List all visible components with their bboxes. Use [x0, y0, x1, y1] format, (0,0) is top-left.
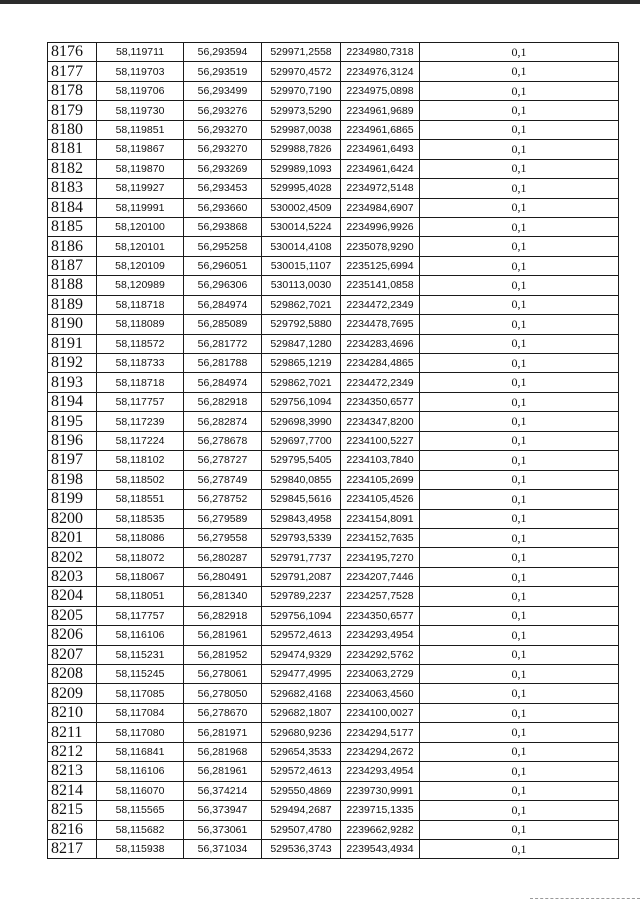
- longitude-cell: 56,293868: [184, 217, 262, 236]
- x-coordinate-cell: 529973,5290: [262, 101, 341, 120]
- latitude-cell: 58,118733: [97, 354, 184, 373]
- latitude-cell: 58,120100: [97, 217, 184, 236]
- table-row: [48, 392, 619, 411]
- table-row: [48, 723, 619, 742]
- point-number-cell: 8198: [48, 470, 97, 489]
- latitude-cell: 58,119991: [97, 198, 184, 217]
- longitude-cell: 56,281971: [184, 723, 262, 742]
- x-coordinate-cell: 529970,4572: [262, 62, 341, 81]
- latitude-cell: 58,120989: [97, 276, 184, 295]
- coordinates-table-body: [48, 43, 619, 859]
- y-coordinate-cell: 2235125,6994: [341, 256, 420, 275]
- latitude-cell: 58,118572: [97, 334, 184, 353]
- y-coordinate-cell: 2234154,8091: [341, 509, 420, 528]
- table-row: [48, 256, 619, 275]
- x-coordinate-cell: 529971,2558: [262, 43, 341, 62]
- y-coordinate-cell: 2234105,2699: [341, 470, 420, 489]
- accuracy-cell: 0,1: [420, 801, 619, 820]
- y-coordinate-cell: 2234063,4560: [341, 684, 420, 703]
- x-coordinate-cell: 529988,7826: [262, 140, 341, 159]
- x-coordinate-cell: 530015,1107: [262, 256, 341, 275]
- table-row: [48, 606, 619, 625]
- x-coordinate-cell: 529845,5616: [262, 490, 341, 509]
- table-row: [48, 801, 619, 820]
- table-row: [48, 762, 619, 781]
- point-number-cell: 8196: [48, 431, 97, 450]
- table-row: [48, 703, 619, 722]
- y-coordinate-cell: 2239662,9282: [341, 820, 420, 839]
- latitude-cell: 58,115682: [97, 820, 184, 839]
- accuracy-cell: 0,1: [420, 81, 619, 100]
- longitude-cell: 56,278061: [184, 665, 262, 684]
- latitude-cell: 58,118089: [97, 315, 184, 334]
- longitude-cell: 56,281340: [184, 587, 262, 606]
- latitude-cell: 58,115245: [97, 665, 184, 684]
- y-coordinate-cell: 2234283,4696: [341, 334, 420, 353]
- y-coordinate-cell: 2234207,7446: [341, 567, 420, 586]
- table-row: [48, 120, 619, 139]
- latitude-cell: 58,118051: [97, 587, 184, 606]
- table-row: [48, 528, 619, 547]
- longitude-cell: 56,282918: [184, 606, 262, 625]
- longitude-cell: 56,293499: [184, 81, 262, 100]
- table-row: [48, 470, 619, 489]
- latitude-cell: 58,117239: [97, 412, 184, 431]
- point-number-cell: 8206: [48, 626, 97, 645]
- x-coordinate-cell: 529840,0855: [262, 470, 341, 489]
- latitude-cell: 58,119870: [97, 159, 184, 178]
- longitude-cell: 56,281772: [184, 334, 262, 353]
- accuracy-cell: 0,1: [420, 392, 619, 411]
- x-coordinate-cell: 529474,9329: [262, 645, 341, 664]
- y-coordinate-cell: 2234961,6493: [341, 140, 420, 159]
- point-number-cell: 8178: [48, 81, 97, 100]
- y-coordinate-cell: 2234063,2729: [341, 665, 420, 684]
- point-number-cell: 8183: [48, 179, 97, 198]
- point-number-cell: 8197: [48, 451, 97, 470]
- latitude-cell: 58,118551: [97, 490, 184, 509]
- longitude-cell: 56,295258: [184, 237, 262, 256]
- point-number-cell: 8207: [48, 645, 97, 664]
- point-number-cell: 8185: [48, 217, 97, 236]
- accuracy-cell: 0,1: [420, 567, 619, 586]
- accuracy-cell: 0,1: [420, 839, 619, 858]
- y-coordinate-cell: 2234350,6577: [341, 606, 420, 625]
- page-top-edge: [0, 0, 640, 4]
- point-number-cell: 8200: [48, 509, 97, 528]
- y-coordinate-cell: 2235078,9290: [341, 237, 420, 256]
- accuracy-cell: 0,1: [420, 140, 619, 159]
- latitude-cell: 58,115231: [97, 645, 184, 664]
- accuracy-cell: 0,1: [420, 723, 619, 742]
- accuracy-cell: 0,1: [420, 509, 619, 528]
- table-row: [48, 373, 619, 392]
- point-number-cell: 8205: [48, 606, 97, 625]
- latitude-cell: 58,118072: [97, 548, 184, 567]
- y-coordinate-cell: 2234980,7318: [341, 43, 420, 62]
- latitude-cell: 58,119711: [97, 43, 184, 62]
- y-coordinate-cell: 2234975,0898: [341, 81, 420, 100]
- point-number-cell: 8179: [48, 101, 97, 120]
- accuracy-cell: 0,1: [420, 120, 619, 139]
- y-coordinate-cell: 2239715,1335: [341, 801, 420, 820]
- y-coordinate-cell: 2234257,7528: [341, 587, 420, 606]
- longitude-cell: 56,281961: [184, 762, 262, 781]
- table-row: [48, 62, 619, 81]
- accuracy-cell: 0,1: [420, 762, 619, 781]
- table-row: [48, 237, 619, 256]
- point-number-cell: 8215: [48, 801, 97, 820]
- y-coordinate-cell: 2234294,2672: [341, 742, 420, 761]
- x-coordinate-cell: 529843,4958: [262, 509, 341, 528]
- accuracy-cell: 0,1: [420, 587, 619, 606]
- accuracy-cell: 0,1: [420, 237, 619, 256]
- point-number-cell: 8187: [48, 256, 97, 275]
- point-number-cell: 8212: [48, 742, 97, 761]
- longitude-cell: 56,279558: [184, 528, 262, 547]
- table-row: [48, 295, 619, 314]
- longitude-cell: 56,282918: [184, 392, 262, 411]
- accuracy-cell: 0,1: [420, 606, 619, 625]
- y-coordinate-cell: 2234472,2349: [341, 295, 420, 314]
- x-coordinate-cell: 529572,4613: [262, 626, 341, 645]
- accuracy-cell: 0,1: [420, 820, 619, 839]
- latitude-cell: 58,116841: [97, 742, 184, 761]
- table-row: [48, 412, 619, 431]
- x-coordinate-cell: 529654,3533: [262, 742, 341, 761]
- accuracy-cell: 0,1: [420, 101, 619, 120]
- latitude-cell: 58,118718: [97, 295, 184, 314]
- point-number-cell: 8177: [48, 62, 97, 81]
- latitude-cell: 58,116106: [97, 762, 184, 781]
- x-coordinate-cell: 529995,4028: [262, 179, 341, 198]
- y-coordinate-cell: 2234976,3124: [341, 62, 420, 81]
- point-number-cell: 8190: [48, 315, 97, 334]
- x-coordinate-cell: 529793,5339: [262, 528, 341, 547]
- point-number-cell: 8191: [48, 334, 97, 353]
- accuracy-cell: 0,1: [420, 665, 619, 684]
- accuracy-cell: 0,1: [420, 295, 619, 314]
- x-coordinate-cell: 529682,4168: [262, 684, 341, 703]
- accuracy-cell: 0,1: [420, 334, 619, 353]
- x-coordinate-cell: 529791,2087: [262, 567, 341, 586]
- table-row: [48, 431, 619, 450]
- y-coordinate-cell: 2234347,8200: [341, 412, 420, 431]
- point-number-cell: 8176: [48, 43, 97, 62]
- point-number-cell: 8203: [48, 567, 97, 586]
- longitude-cell: 56,374214: [184, 781, 262, 800]
- longitude-cell: 56,278670: [184, 703, 262, 722]
- latitude-cell: 58,119730: [97, 101, 184, 120]
- y-coordinate-cell: 2239543,4934: [341, 839, 420, 858]
- accuracy-cell: 0,1: [420, 373, 619, 392]
- longitude-cell: 56,281968: [184, 742, 262, 761]
- accuracy-cell: 0,1: [420, 528, 619, 547]
- longitude-cell: 56,282874: [184, 412, 262, 431]
- accuracy-cell: 0,1: [420, 490, 619, 509]
- table-row: [48, 315, 619, 334]
- point-number-cell: 8216: [48, 820, 97, 839]
- x-coordinate-cell: 529792,5880: [262, 315, 341, 334]
- latitude-cell: 58,119867: [97, 140, 184, 159]
- longitude-cell: 56,284974: [184, 373, 262, 392]
- x-coordinate-cell: 529536,3743: [262, 839, 341, 858]
- point-number-cell: 8180: [48, 120, 97, 139]
- longitude-cell: 56,296306: [184, 276, 262, 295]
- accuracy-cell: 0,1: [420, 626, 619, 645]
- accuracy-cell: 0,1: [420, 742, 619, 761]
- x-coordinate-cell: 530113,0030: [262, 276, 341, 295]
- longitude-cell: 56,293519: [184, 62, 262, 81]
- table-row: [48, 839, 619, 858]
- x-coordinate-cell: 529865,1219: [262, 354, 341, 373]
- y-coordinate-cell: 2234961,6865: [341, 120, 420, 139]
- latitude-cell: 58,116106: [97, 626, 184, 645]
- point-number-cell: 8211: [48, 723, 97, 742]
- latitude-cell: 58,117757: [97, 606, 184, 625]
- point-number-cell: 8199: [48, 490, 97, 509]
- table-row: [48, 451, 619, 470]
- longitude-cell: 56,293270: [184, 120, 262, 139]
- point-number-cell: 8184: [48, 198, 97, 217]
- accuracy-cell: 0,1: [420, 645, 619, 664]
- table-row: [48, 587, 619, 606]
- accuracy-cell: 0,1: [420, 217, 619, 236]
- point-number-cell: 8192: [48, 354, 97, 373]
- accuracy-cell: 0,1: [420, 43, 619, 62]
- x-coordinate-cell: 529987,0038: [262, 120, 341, 139]
- y-coordinate-cell: 2234100,5227: [341, 431, 420, 450]
- x-coordinate-cell: 530014,4108: [262, 237, 341, 256]
- longitude-cell: 56,293594: [184, 43, 262, 62]
- longitude-cell: 56,280491: [184, 567, 262, 586]
- latitude-cell: 58,115938: [97, 839, 184, 858]
- longitude-cell: 56,278749: [184, 470, 262, 489]
- accuracy-cell: 0,1: [420, 315, 619, 334]
- table-row: [48, 626, 619, 645]
- point-number-cell: 8182: [48, 159, 97, 178]
- accuracy-cell: 0,1: [420, 431, 619, 450]
- x-coordinate-cell: 529680,9236: [262, 723, 341, 742]
- longitude-cell: 56,296051: [184, 256, 262, 275]
- latitude-cell: 58,118535: [97, 509, 184, 528]
- table-row: [48, 645, 619, 664]
- y-coordinate-cell: 2234152,7635: [341, 528, 420, 547]
- point-number-cell: 8214: [48, 781, 97, 800]
- table-row: [48, 140, 619, 159]
- point-number-cell: 8213: [48, 762, 97, 781]
- latitude-cell: 58,118502: [97, 470, 184, 489]
- point-number-cell: 8193: [48, 373, 97, 392]
- longitude-cell: 56,278050: [184, 684, 262, 703]
- table-row: [48, 101, 619, 120]
- accuracy-cell: 0,1: [420, 684, 619, 703]
- y-coordinate-cell: 2234284,4865: [341, 354, 420, 373]
- x-coordinate-cell: 529550,4869: [262, 781, 341, 800]
- y-coordinate-cell: 2235141,0858: [341, 276, 420, 295]
- accuracy-cell: 0,1: [420, 703, 619, 722]
- point-number-cell: 8210: [48, 703, 97, 722]
- latitude-cell: 58,120109: [97, 256, 184, 275]
- accuracy-cell: 0,1: [420, 256, 619, 275]
- y-coordinate-cell: 2234103,7840: [341, 451, 420, 470]
- latitude-cell: 58,119706: [97, 81, 184, 100]
- y-coordinate-cell: 2234984,6907: [341, 198, 420, 217]
- y-coordinate-cell: 2234195,7270: [341, 548, 420, 567]
- longitude-cell: 56,281961: [184, 626, 262, 645]
- table-row: [48, 217, 619, 236]
- longitude-cell: 56,293276: [184, 101, 262, 120]
- table-row: [48, 490, 619, 509]
- x-coordinate-cell: 529862,7021: [262, 373, 341, 392]
- point-number-cell: 8208: [48, 665, 97, 684]
- accuracy-cell: 0,1: [420, 159, 619, 178]
- x-coordinate-cell: 529756,1094: [262, 392, 341, 411]
- page-bottom-edge: [530, 898, 640, 905]
- point-number-cell: 8195: [48, 412, 97, 431]
- x-coordinate-cell: 529494,2687: [262, 801, 341, 820]
- longitude-cell: 56,293453: [184, 179, 262, 198]
- longitude-cell: 56,278727: [184, 451, 262, 470]
- latitude-cell: 58,118718: [97, 373, 184, 392]
- latitude-cell: 58,118086: [97, 528, 184, 547]
- longitude-cell: 56,371034: [184, 839, 262, 858]
- accuracy-cell: 0,1: [420, 276, 619, 295]
- point-number-cell: 8204: [48, 587, 97, 606]
- longitude-cell: 56,373947: [184, 801, 262, 820]
- table-row: [48, 276, 619, 295]
- latitude-cell: 58,119703: [97, 62, 184, 81]
- point-number-cell: 8201: [48, 528, 97, 547]
- point-number-cell: 8188: [48, 276, 97, 295]
- point-number-cell: 8209: [48, 684, 97, 703]
- longitude-cell: 56,281952: [184, 645, 262, 664]
- longitude-cell: 56,278678: [184, 431, 262, 450]
- table-row: [48, 742, 619, 761]
- latitude-cell: 58,118102: [97, 451, 184, 470]
- x-coordinate-cell: 529698,3990: [262, 412, 341, 431]
- latitude-cell: 58,118067: [97, 567, 184, 586]
- accuracy-cell: 0,1: [420, 62, 619, 81]
- accuracy-cell: 0,1: [420, 451, 619, 470]
- latitude-cell: 58,116070: [97, 781, 184, 800]
- accuracy-cell: 0,1: [420, 548, 619, 567]
- table-row: [48, 665, 619, 684]
- latitude-cell: 58,119851: [97, 120, 184, 139]
- longitude-cell: 56,293269: [184, 159, 262, 178]
- longitude-cell: 56,293660: [184, 198, 262, 217]
- x-coordinate-cell: 529477,4995: [262, 665, 341, 684]
- y-coordinate-cell: 2234996,9926: [341, 217, 420, 236]
- x-coordinate-cell: 529970,7190: [262, 81, 341, 100]
- longitude-cell: 56,281788: [184, 354, 262, 373]
- x-coordinate-cell: 529507,4780: [262, 820, 341, 839]
- accuracy-cell: 0,1: [420, 412, 619, 431]
- x-coordinate-cell: 529795,5405: [262, 451, 341, 470]
- accuracy-cell: 0,1: [420, 198, 619, 217]
- longitude-cell: 56,279589: [184, 509, 262, 528]
- y-coordinate-cell: 2234293,4954: [341, 762, 420, 781]
- x-coordinate-cell: 529572,4613: [262, 762, 341, 781]
- x-coordinate-cell: 529847,1280: [262, 334, 341, 353]
- point-number-cell: 8186: [48, 237, 97, 256]
- longitude-cell: 56,293270: [184, 140, 262, 159]
- y-coordinate-cell: 2234961,6424: [341, 159, 420, 178]
- point-number-cell: 8194: [48, 392, 97, 411]
- latitude-cell: 58,117084: [97, 703, 184, 722]
- point-number-cell: 8217: [48, 839, 97, 858]
- latitude-cell: 58,119927: [97, 179, 184, 198]
- table-row: [48, 354, 619, 373]
- y-coordinate-cell: 2234292,5762: [341, 645, 420, 664]
- latitude-cell: 58,117080: [97, 723, 184, 742]
- latitude-cell: 58,117085: [97, 684, 184, 703]
- accuracy-cell: 0,1: [420, 781, 619, 800]
- point-number-cell: 8181: [48, 140, 97, 159]
- table-row: [48, 159, 619, 178]
- y-coordinate-cell: 2234472,2349: [341, 373, 420, 392]
- coordinates-table: [47, 42, 619, 859]
- longitude-cell: 56,278752: [184, 490, 262, 509]
- table-row: [48, 43, 619, 62]
- table-row: [48, 179, 619, 198]
- x-coordinate-cell: 529862,7021: [262, 295, 341, 314]
- y-coordinate-cell: 2234293,4954: [341, 626, 420, 645]
- x-coordinate-cell: 529756,1094: [262, 606, 341, 625]
- accuracy-cell: 0,1: [420, 470, 619, 489]
- point-number-cell: 8202: [48, 548, 97, 567]
- y-coordinate-cell: 2239730,9991: [341, 781, 420, 800]
- table-row: [48, 781, 619, 800]
- y-coordinate-cell: 2234961,9689: [341, 101, 420, 120]
- latitude-cell: 58,117224: [97, 431, 184, 450]
- longitude-cell: 56,284974: [184, 295, 262, 314]
- y-coordinate-cell: 2234105,4526: [341, 490, 420, 509]
- table-row: [48, 81, 619, 100]
- y-coordinate-cell: 2234100,0027: [341, 703, 420, 722]
- table-row: [48, 548, 619, 567]
- accuracy-cell: 0,1: [420, 179, 619, 198]
- accuracy-cell: 0,1: [420, 354, 619, 373]
- x-coordinate-cell: 529697,7700: [262, 431, 341, 450]
- latitude-cell: 58,115565: [97, 801, 184, 820]
- y-coordinate-cell: 2234478,7695: [341, 315, 420, 334]
- longitude-cell: 56,373061: [184, 820, 262, 839]
- table-row: [48, 509, 619, 528]
- table-row: [48, 198, 619, 217]
- x-coordinate-cell: 530002,4509: [262, 198, 341, 217]
- point-number-cell: 8189: [48, 295, 97, 314]
- y-coordinate-cell: 2234350,6577: [341, 392, 420, 411]
- longitude-cell: 56,280287: [184, 548, 262, 567]
- latitude-cell: 58,117757: [97, 392, 184, 411]
- x-coordinate-cell: 529682,1807: [262, 703, 341, 722]
- x-coordinate-cell: 529791,7737: [262, 548, 341, 567]
- longitude-cell: 56,285089: [184, 315, 262, 334]
- x-coordinate-cell: 529989,1093: [262, 159, 341, 178]
- x-coordinate-cell: 530014,5224: [262, 217, 341, 236]
- y-coordinate-cell: 2234294,5177: [341, 723, 420, 742]
- latitude-cell: 58,120101: [97, 237, 184, 256]
- x-coordinate-cell: 529789,2237: [262, 587, 341, 606]
- table-row: [48, 334, 619, 353]
- table-row: [48, 684, 619, 703]
- table-row: [48, 567, 619, 586]
- y-coordinate-cell: 2234972,5148: [341, 179, 420, 198]
- table-row: [48, 820, 619, 839]
